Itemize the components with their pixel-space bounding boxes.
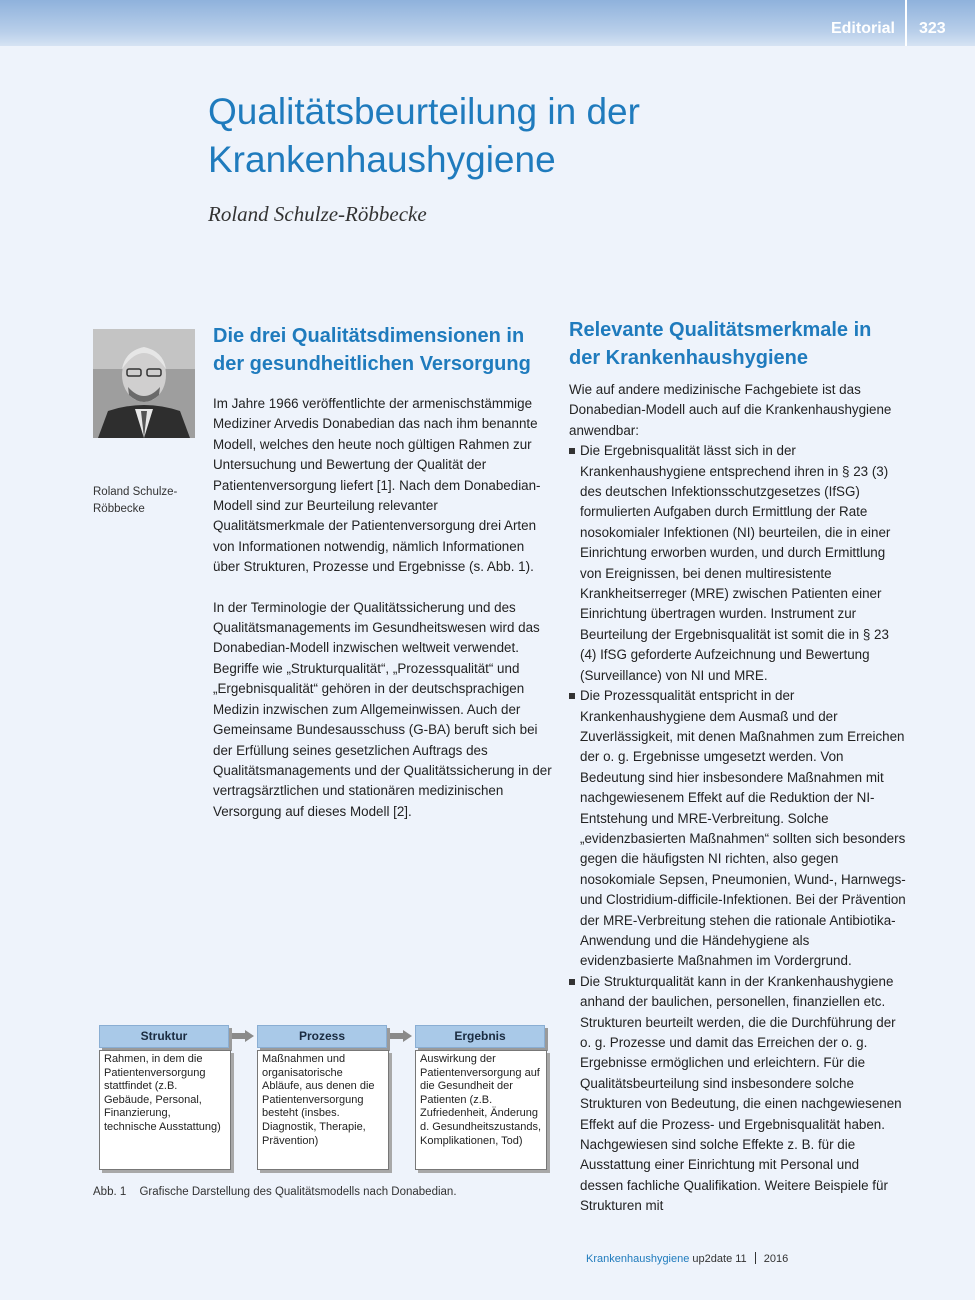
article-author: Roland Schulze-Röbbecke <box>208 202 427 226</box>
arrow-right-icon <box>232 1030 254 1042</box>
footer-journal: Krankenhaushygiene <box>586 1253 690 1265</box>
list-item: Die Ergebnisqualität lässt sich in der Krankenhaushygiene entsprechend ihren in § 23 (3) des deutschen Infektionsschutzgesetzes (IfSG) formulierten Aufgaben durch Ermittlung der Rate nosokomialer Infektionen (NI) beurteilen, die in einer Einrichtung erworben wurden, und durch Ermittlung von Ereignissen, bei denen multiresistente Krankheitserreger (MRE) zwischen Patienten einer Einrichtung übertragen wurden. Instrument zur Beurteilung der Ergebnisqualität ist somit die in § 23 (4) IfSG geforderte Aufzeichnung und Bewertung (Surveillance) von NI und MRE. <box>569 441 906 686</box>
footer-divider <box>755 1252 756 1264</box>
footer-issue: up2date 11 <box>692 1253 747 1265</box>
photo-caption: Roland Schulze-Röbbecke <box>93 486 178 515</box>
section-heading-right: Relevante Qualitätsmerkmale in der Krankenhaushygiene <box>569 319 872 369</box>
bullet-list <box>569 441 906 1216</box>
column-left <box>213 322 553 822</box>
list-item: Die Strukturqualität kann in der Krankenhaushygiene anhand der baulichen, personellen, finanziellen etc. Strukturen beurteilt werden, die die Durchführung der o. g. Prozesse und damit das Erreichen der o. g. Ergebnisse ermöglichen und erleichtern. Für die Qualitätsbeurteilung sind insbesondere solche Strukturen von Bedeutung, die einen nachgewiesenen Effekt auf die Prozess- und Ergebnisqualität haben. Nachgewiesen sind solche Effekte z. B. für die Ausstattung einer Einrichtung mit Personal und dessen fachliche Qualifikation. Weitere Beispiele für Strukturen mit <box>569 972 906 1217</box>
diagram-box-title: Prozess <box>257 1025 387 1048</box>
paragraph-2: In der Terminologie der Qualitätssicherung und des Qualitätsmanagements im Gesundheitswesen wird das Donabedian-Modell inzwischen weltweit verwendet. Begriffe wie „Strukturqualität“, „Prozessqualität“ und „Ergebnisqualität“ gehören in der deutschsprachigen Medizin inzwischen zum Allgemeinwissen. Auch der Gemeinsame Bundesausschuss (G-BA) beruft sich bei der Erfüllung seines gesetzlichen Auftrags des Qualitätsmanagements und der Qualitätssicherung in der vertragsärztlichen und stationären medizinischen Versorgung auf dieses Modell [2]. <box>213 599 552 819</box>
donabedian-diagram <box>99 1025 549 1175</box>
header-bar <box>0 0 975 46</box>
list-item: Die Prozessqualität entspricht in der Krankenhaushygiene dem Ausmaß und der Zuverlässigkeit, mit denen Maßnahmen zum Erreichen der o. g. Ergebnisse umgesetzt werden. Von Bedeutung sind hier insbesondere Maßnahmen mit nachgewiesenem Effekt auf die Reduktion der NI-Entstehung und MRE-Verbreitung. Solche „evidenzbasierten Maßnahmen“ sollten sich besonders gegen die häufigsten NI richten, also gegen nosokomiale Sepsen, Pneumonien, Wund-, Harnwegs- und Clostridium-difficile-Infektionen. Bei der Prävention der MRE-Verbreitung stehen die rationale Antibiotika-Anwendung und die Händehygiene als evidenzbasierte Maßnahmen im Vordergrund. <box>569 686 906 972</box>
diagram-box-struktur <box>99 1025 229 1133</box>
figure-caption <box>93 1186 457 1198</box>
diagram-box-title: Ergebnis <box>415 1025 545 1048</box>
figure-caption-text: Grafische Darstellung des Qualitätsmodells nach Donabedian. <box>139 1186 457 1198</box>
diagram-box-title: Struktur <box>99 1025 229 1048</box>
section-label: Editorial <box>830 20 895 37</box>
figure-label: Abb. 1 <box>93 1186 127 1198</box>
diagram-box-prozess <box>257 1025 387 1147</box>
diagram-box-text: Auswirkung der Patientenversorgung auf die Gesundheit der Patienten (z.B. Zufriedenheit, Änderung d. Gesundheitszustands, Komplikationen, Tod) <box>415 1050 547 1170</box>
diagram-box-text: Maßnahmen und organisatorische Abläufe, aus denen die Patientenversorgung besteht (insbes. Diagnostik, Therapie, Prävention) <box>257 1050 389 1170</box>
article-title: Qualitätsbeurteilung in der Krankenhaushygiene <box>208 91 640 180</box>
page-number-box <box>905 0 975 46</box>
arrow-right-icon <box>390 1030 412 1042</box>
footer-year: 2016 <box>763 1253 789 1265</box>
diagram-box-text: Rahmen, in dem die Patientenversorgung stattfindet (z.B. Gebäude, Personal, Finanzierung, technische Ausstattung) <box>99 1050 231 1170</box>
column-right <box>569 316 906 1217</box>
author-photo <box>93 329 195 438</box>
intro-paragraph: Wie auf andere medizinische Fachgebiete ist das Donabedian-Modell auch auf die Krankenhaushygiene anwendbar: <box>569 382 892 438</box>
page-footer <box>586 1252 788 1265</box>
page-number: 323 <box>919 20 946 37</box>
paragraph-1: Im Jahre 1966 veröffentlichte der armenischstämmige Mediziner Arvedis Donabedian das nach ihm benannte Modell, welches den heute noch gültigen Rahmen zur Untersuchung und Bewertung der Qualität der Patientenversorgung liefert [1]. Nach dem Donabedian-Modell sind zur Beurteilung relevanter Qualitätsmerkmale der Patientenversorgung drei Arten von Informationen notwendig, nämlich Informationen über Strukturen, Prozesse und Ergebnisse (s. Abb. 1). <box>213 396 541 575</box>
diagram-box-ergebnis <box>415 1025 545 1147</box>
section-heading-left: Die drei Qualitätsdimensionen in der gesundheitlichen Versorgung <box>213 325 531 375</box>
